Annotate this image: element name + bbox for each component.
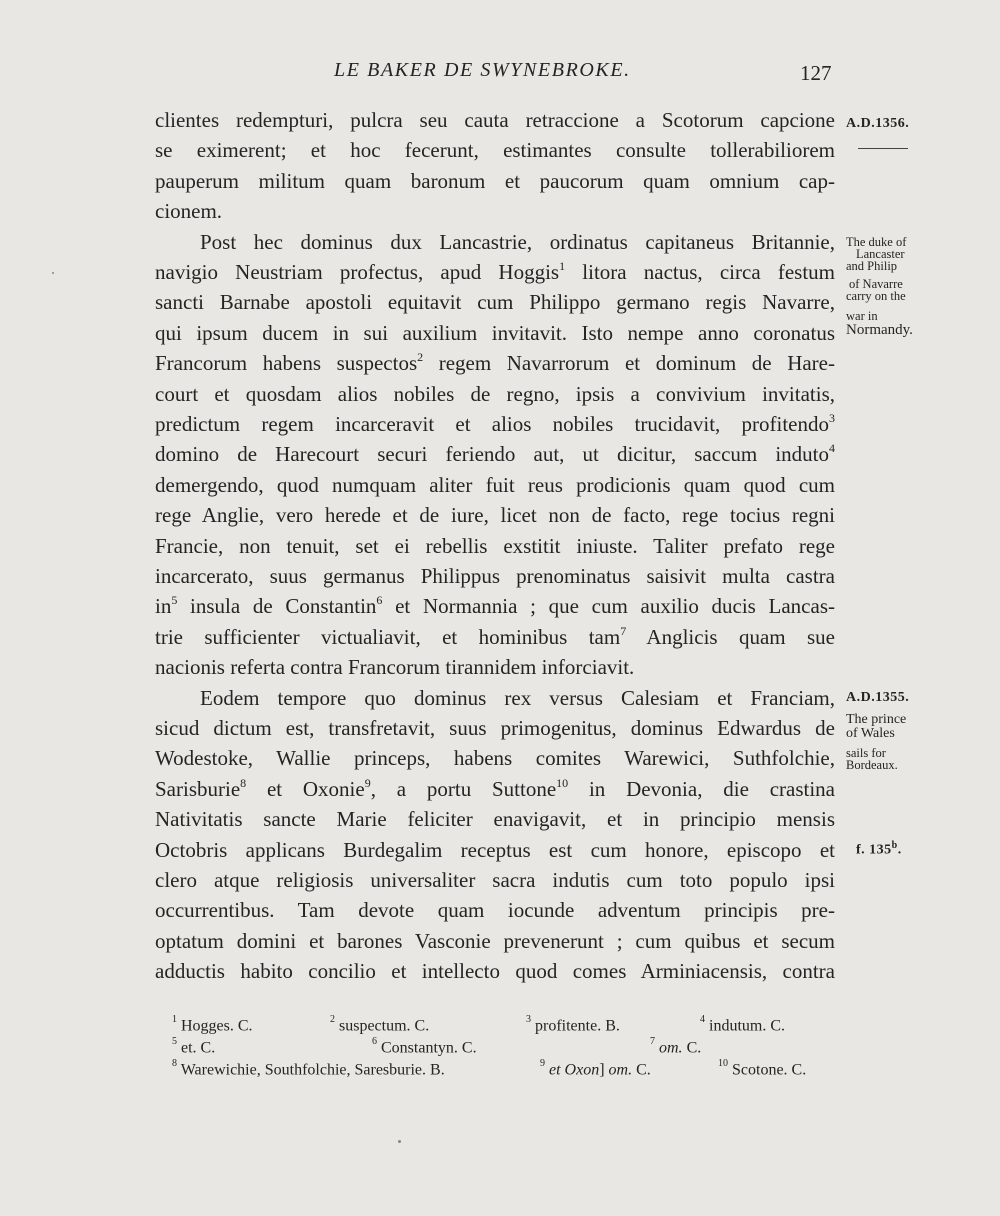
body-text-run: cionem. (155, 199, 223, 223)
footnote-ref: 7 (620, 624, 627, 638)
body-text-run: optatum domini et barones Vasconie prevenerunt ; cum quibus et secum (155, 929, 835, 953)
body-text-run: trie sufficienter victualiavit, et hominibus tam (155, 625, 621, 649)
margin-note-line: Normandy. (846, 322, 913, 338)
body-line (155, 866, 835, 894)
margin-note-line: The duke of (846, 235, 907, 249)
margin-note-line: carry on the (846, 289, 906, 303)
footnote-ref: 1 (559, 259, 566, 273)
margin-note-line: sails for (846, 746, 886, 760)
body-line (155, 653, 835, 681)
footnote-ref: 2 (417, 350, 424, 364)
body-text-run: domino de Harecourt securi feriendo aut, ut dicitur, saccum induto (155, 442, 829, 466)
body-text-run: occurrentibus. Tam devote quam iocunde adventum principis pre- (155, 898, 835, 922)
body-line (155, 532, 835, 560)
body-line (155, 380, 835, 408)
margin-note-line: Bordeaux. (846, 758, 898, 772)
footnote-bracket: ] (599, 1061, 609, 1079)
footnote-10 (718, 1060, 806, 1079)
margin-note-line: The prince (846, 712, 907, 727)
body-line (155, 288, 835, 316)
footnote-number: 9 (540, 1058, 545, 1069)
body-line (155, 775, 835, 803)
footnote-text: Constantyn. C. (381, 1039, 477, 1057)
body-text-run: rege Anglie, vero herede et de iure, licet non de facto, rege tocius regni (155, 503, 835, 527)
body-line (155, 927, 835, 955)
body-text-run: in (155, 594, 172, 618)
body-line (155, 167, 835, 195)
body-line (155, 714, 835, 742)
margin-note-line: Lancaster (856, 247, 905, 261)
margin-date-1355: A.D.1355. (846, 690, 910, 705)
body-text-run: et Normannia ; que cum auxilio ducis Lancas- (382, 594, 835, 618)
footnote-ref: 3 (829, 411, 835, 425)
body-text-run: qui ipsum ducem in sui auxilium invitavit. Isto nempe anno coronatus (155, 321, 835, 345)
body-line (155, 623, 835, 651)
body-text-run: clero atque religiosis universaliter sacra indutis cum toto populo ipsi (155, 868, 835, 892)
footnote-number: 8 (172, 1058, 177, 1069)
body-text-run: litora nactus, circa festum (565, 260, 835, 284)
body-text-run: Sarisburie (155, 777, 241, 801)
body-line (155, 744, 835, 772)
footnote-text: Hogges. C. (181, 1017, 253, 1035)
footnote-ref: 4 (829, 441, 835, 455)
footnote-number: 10 (718, 1058, 728, 1069)
body-text-run: sancti Barnabe apostoli equitavit cum Philippo germano regis Navarre, (155, 290, 835, 314)
footnote-italic: om. (608, 1061, 633, 1079)
body-text-run: incarcerato, suus germanus Philippus prenominatus saisivit multa castra (155, 564, 835, 588)
body-text-run: Wodestoke, Wallie princeps, habens comites Warewici, Suthfolchie, (155, 746, 835, 770)
scan-speck (52, 272, 54, 274)
footnote-number: 6 (372, 1036, 377, 1047)
body-text-run: se eximerent; et hoc fecerunt, estimantes consulte tollerabiliorem (155, 138, 835, 162)
body-line (155, 592, 835, 620)
footnote-7 (650, 1038, 701, 1057)
body-line (155, 349, 835, 377)
body-text-run: , a portu Suttone (370, 777, 557, 801)
footnote-number: 4 (700, 1014, 705, 1025)
body-text-run: Octobris applicans Burdegalim receptus est cum honore, episcopo et (155, 838, 835, 862)
footnote-italic: om. (659, 1039, 683, 1057)
body-text-run: insula de Constantin (177, 594, 377, 618)
footnote-text: indutum. C. (709, 1017, 786, 1035)
body-line (155, 836, 835, 864)
body-line (155, 805, 835, 833)
body-text-run: adductis habito concilio et intellecto quod comes Arminiacensis, contra (155, 959, 835, 983)
footnote-number: 7 (650, 1036, 655, 1047)
body-line (155, 258, 835, 286)
body-line (155, 106, 835, 134)
footnote-text: Warewichie, Southfolchie, Saresburie. B. (180, 1061, 445, 1079)
footnote-ref: 6 (376, 593, 383, 607)
body-text-run: sicud dictum est, transfretavit, suus primogenitus, dominus Edwardus de (155, 716, 835, 740)
running-title: LE BAKER DE SWYNEBROKE. (334, 59, 631, 81)
folio-side: b (891, 840, 898, 851)
footnote-ref: 5 (171, 593, 178, 607)
margin-rule (858, 148, 908, 149)
body-line (155, 319, 835, 347)
footnote-4 (700, 1016, 785, 1035)
body-line (155, 957, 835, 985)
footnote-text: Scotone. C. (732, 1061, 807, 1079)
page-number: 127 (800, 61, 832, 85)
margin-note-line: of Navarre (849, 277, 903, 291)
body-text-run: Post hec dominus dux Lancastrie, ordinatus capitaneus Britannie, (200, 230, 835, 254)
body-text-run: Nativitatis sancte Marie feliciter enavigavit, et in principio mensis (155, 807, 835, 831)
footnote-text: suspectum. C. (339, 1017, 430, 1035)
footnote-italic: et Oxon (549, 1061, 600, 1079)
body-text-run: navigio Neustriam profectus, apud Hoggis (155, 260, 560, 284)
footnote-ref: 8 (240, 776, 247, 790)
body-line (155, 471, 835, 499)
margin-date-1356: A.D.1356. (846, 116, 910, 131)
body-text-run: court et quosdam alios nobiles de regno, ipsis a convivium invitatis, (155, 382, 835, 406)
footnote-1 (172, 1016, 253, 1035)
scan-speck (398, 1140, 401, 1143)
footnote-number: 2 (330, 1014, 335, 1025)
body-text-run: nacionis referta contra Francorum tirannidem inforciavit. (155, 655, 635, 679)
body-line (155, 562, 835, 590)
footnote-8 (172, 1060, 445, 1079)
body-text-run: in Devonia, die crastina (568, 777, 835, 801)
footnote-text: C. (632, 1061, 651, 1079)
footnote-number: 3 (526, 1014, 531, 1025)
margin-note-line: of Wales (846, 726, 895, 741)
body-text-run: Eodem tempore quo dominus rex versus Calesiam et Franciam, (200, 686, 835, 710)
footnote-3 (526, 1016, 620, 1035)
footnote-9 (540, 1060, 651, 1079)
folio-end: . (897, 842, 902, 858)
body-text-run: Anglicis quam sue (626, 625, 835, 649)
body-text-run: Francie, non tenuit, set ei rebellis exstitit iniuste. Taliter prefato rege (155, 534, 835, 558)
margin-note-line: and Philip (846, 259, 898, 273)
body-text-run: Francorum habens suspectos (155, 351, 418, 375)
body-line (155, 197, 835, 225)
footnote-ref: 9 (364, 776, 371, 790)
footnote-6 (372, 1038, 477, 1057)
body-text-run: demergendo, quod numquam aliter fuit reus prodicionis quam quod cum (155, 473, 835, 497)
body-line (155, 896, 835, 924)
footnote-2 (330, 1016, 429, 1035)
footnote-text: et. C. (181, 1039, 216, 1057)
body-text-run: predictum regem incarceravit et alios nobiles trucidavit, profitendo (155, 412, 829, 436)
footnote-number: 5 (172, 1036, 177, 1047)
body-text-run: regem Navarrorum et dominum de Hare- (423, 351, 835, 375)
body-line (155, 136, 835, 164)
body-line (155, 501, 835, 529)
folio-number: f. 135 (856, 842, 892, 858)
body-line (200, 684, 835, 712)
footnote-number: 1 (172, 1014, 177, 1025)
footnote-ref: 10 (556, 776, 569, 790)
body-text-run: et Oxonie (246, 777, 365, 801)
body-text-run: pauperum militum quam baronum et paucorum quam omnium cap- (155, 169, 835, 193)
footnote-text: profitente. B. (535, 1017, 620, 1035)
margin-note-line: war in (846, 309, 878, 323)
body-line (155, 440, 835, 468)
body-line (200, 228, 835, 256)
folio-marker (856, 840, 902, 859)
footnote-text: C. (682, 1039, 702, 1057)
body-line (155, 410, 835, 438)
body-text-run: clientes redempturi, pulcra seu cauta retraccione a Scotorum capcione (155, 108, 835, 132)
footnote-5 (172, 1038, 215, 1057)
